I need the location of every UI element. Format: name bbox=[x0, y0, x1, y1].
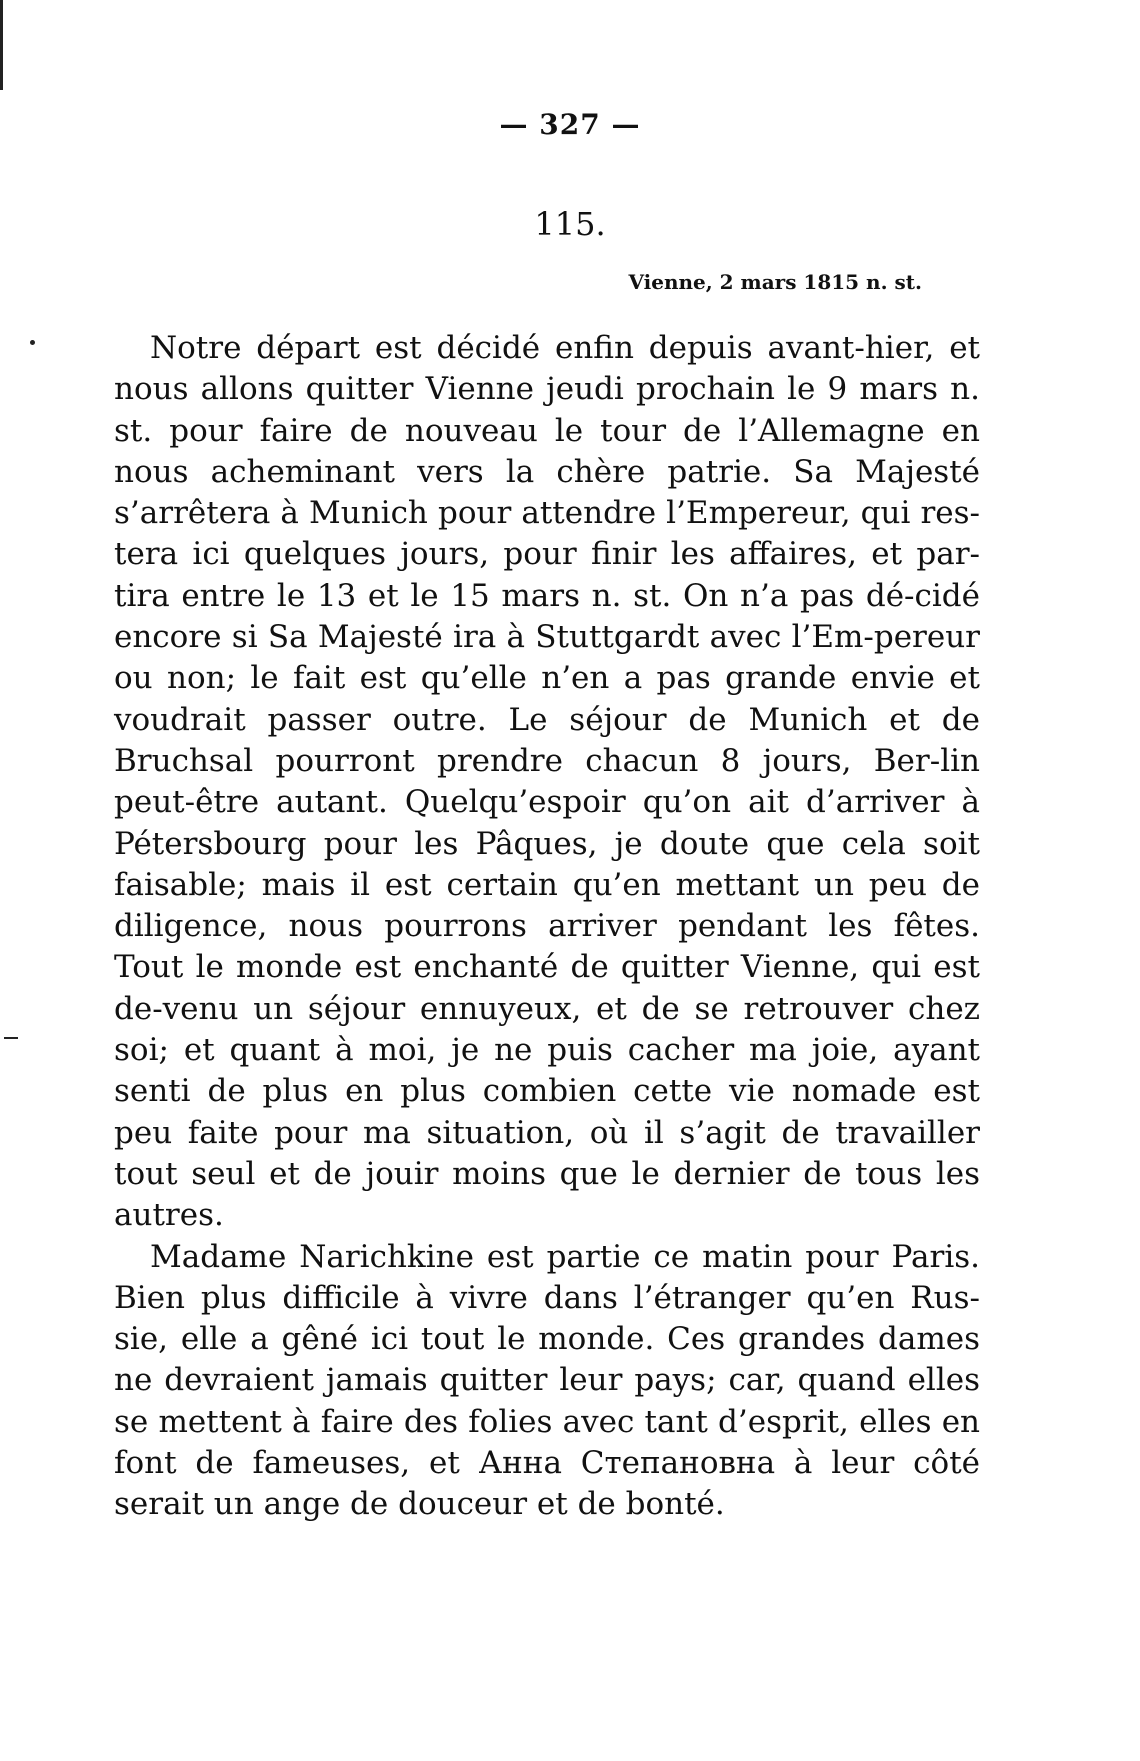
page-number: — 327 — bbox=[499, 108, 641, 141]
dateline: Vienne, 2 mars 1815 n. st. bbox=[628, 270, 922, 294]
letter-number: 115. bbox=[534, 205, 606, 243]
paragraph: Madame Narichkine est partie ce matin pour Paris. Bien plus difficile à vivre dans l’étranger qu’en Rus-sie, elle a gêné ici tout le monde. Ces grandes dames ne devraient jamais quitter leur pays; car, quand elles se mettent à faire des folies avec tant d’esprit, elles en font de fameuses, et Анна Степановна à leur côté serait un ange de douceur et de bonté. bbox=[114, 1238, 980, 1523]
margin-mark bbox=[4, 1037, 18, 1039]
letter-body bbox=[114, 328, 980, 1526]
paragraph: Notre départ est décidé enfin depuis avant-hier, et nous allons quitter Vienne jeudi prochain le 9 mars n. st. pour faire de nouveau le tour de l’Allemagne en nous acheminant vers la chère patrie. Sa Majesté s’arrêtera à Munich pour attendre l’Empereur, qui res-tera ici quelques jours, pour finir les affaires, et par-tira entre le 13 et le 15 mars n. st. On n’a pas dé-cidé encore si Sa Majesté ira à Stuttgardt avec l’Em-pereur ou non; le fait est qu’elle n’en a pas grande envie et voudrait passer outre. Le séjour de Munich et de Bruchsal pourront prendre chacun 8 jours, Ber-lin peut-être autant. Quelqu’espoir qu’on ait d’arriver à Pétersbourg pour les Pâques, je doute que cela soit faisable; mais il est certain qu’en mettant un peu de diligence, nous pourrons arriver pendant les fêtes. Tout le monde est enchanté de quitter Vienne, qui est de-venu un séjour ennuyeux, et de se retrouver chez soi; et quant à moi, je ne puis cacher ma joie, ayant senti de plus en plus combien cette vie nomade est peu faite pour ma situation, où il s’agit de travailler tout seul et de jouir moins que le dernier de tous les autres. bbox=[114, 330, 980, 1234]
margin-mark bbox=[0, 0, 3, 90]
margin-mark bbox=[30, 340, 35, 345]
